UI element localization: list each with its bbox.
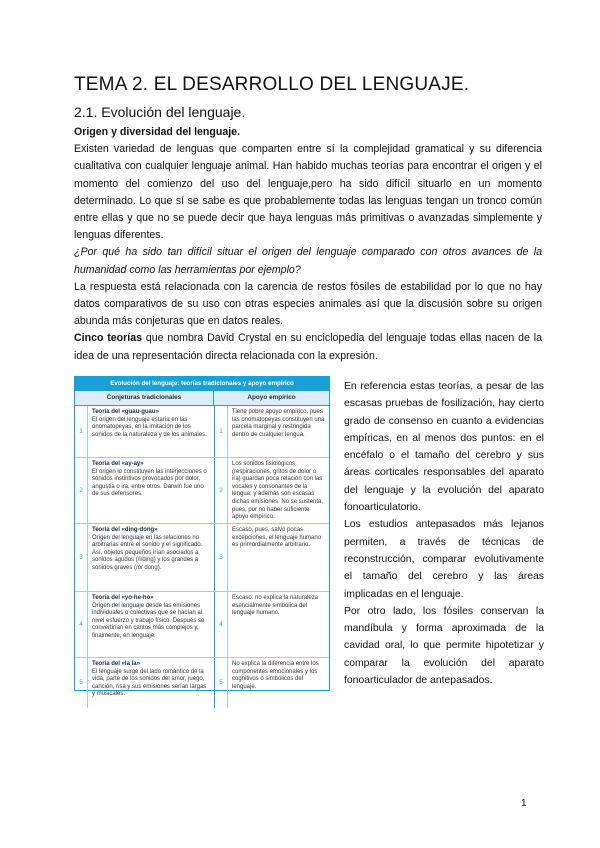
theory-description: Origen del lenguaje desde las emisiones individuales o colectivas que se hacían al nivel esfuerzo y trabajo físico. Después se convertirían en cantos más complejos y, finalmente, en lenguaje.	[92, 602, 205, 639]
theory-cell	[88, 658, 215, 708]
chapter-heading: TEMA 2. EL DESARROLLO DEL LENGUAJE.	[74, 74, 470, 95]
right-paragraph-2: Los estudios antepasados más lejanos permiten, a través de técnicas de reconstrucción, comparar evolutivamente el tamaño del cerebro y las áreas implicadas en el lenguaje.	[344, 519, 544, 600]
cinco-teorias-paragraph	[74, 330, 542, 364]
question-paragraph: ¿Por qué ha sido tan difícil situar el origen del lenguaje comparado con otros avances de la humanidad como las herramientas por ejemplo?	[74, 246, 542, 276]
row-number-support: 2	[215, 458, 228, 523]
theory-name: Teoría del «la la»	[92, 661, 140, 667]
theory-cell	[88, 524, 215, 591]
support-cell	[228, 592, 329, 657]
row-number: 3	[75, 524, 88, 591]
table-row	[75, 458, 329, 524]
right-paragraph-3: Por otro lado, los fósiles conservan la mandíbula y forma aproximada de la cavidad oral, lo que permite hipotetizar y comparar la evolución del aparato fonoarticulador de antepasados.	[344, 605, 544, 687]
table-title: Evolución del lenguaje: teorías tradicionales y apoyo empírico	[75, 377, 329, 391]
page-number: 1	[521, 798, 527, 809]
theory-name: Teoría del «ay-ay»	[92, 461, 144, 467]
theory-cell	[88, 592, 215, 657]
main-body-text	[74, 124, 542, 365]
theory-cell	[88, 406, 215, 457]
table-row	[75, 658, 329, 708]
row-number-support: 3	[215, 524, 228, 591]
right-column-text	[344, 378, 544, 689]
answer-paragraph: La respuesta está relacionada con la carencia de restos fósiles de estabilidad por lo que no hay datos comparativos de su uso con otras especies animales así que la discusión sobre su origen abunda más conjeturas que en datos reales.	[74, 280, 542, 328]
theory-name: Teoría del «yo-he-ho»	[92, 595, 154, 601]
table-header-conjeturas: Conjeturas tradicionales	[75, 391, 214, 405]
theory-description: Origen del lenguaje en las relaciones no arbitrarias entre el sonido y el significado. Así, objetos pequeños irían asociados a sonidos agudos (/i/ding) y los grandes a sonidos graves (/o/ dong).	[92, 534, 203, 571]
cinco-teorias-label: Cinco teorías	[74, 332, 143, 345]
paragraph-intro: Existen variedad de lenguas que comparten entre sí la complejidad gramatical y su diferencia cualitativa con cualquier lenguaje animal. Han habido muchas teorías para encontrar el origen y el momento del comienzo del uso del lenguaje,pero ha sido difícil situarlo en un momento determinado. Lo que sí se sabe es que probablemente todas las lenguas tengan un tronco común entre ellas y que no se puede decir que haya lenguas más primitivas o avanzadas simplemente y lenguas diferentes.	[74, 143, 542, 242]
row-number-support: 4	[215, 592, 228, 657]
table-header-apoyo: Apoyo empírico	[247, 394, 296, 401]
support-cell	[228, 658, 329, 708]
theory-description: El lenguaje surge del lado romántico de la vida, parte de los sonidos del amor, juego, canción, risa y sus emisiones serían largas y musicales.	[92, 668, 207, 698]
theory-cell	[88, 458, 215, 523]
support-text: No explica la diferencia entre los componentes emocionales y los cognitivos o simbólicos del lenguaje.	[232, 661, 319, 690]
theory-description: El origen del lenguaje estaría en las onomatopeyas, en la imitación de los sonidos de la naturaleza y de los animales.	[92, 416, 207, 438]
section-heading: 2.1. Evolución del lenguaje.	[74, 104, 246, 120]
support-text: Tiene pobre apoyo empírico, pues las onomatopeyas constituyen una parcela marginal y restringida dentro de cualquier lengua.	[232, 409, 325, 438]
right-paragraph-1: En referencia estas teorías, a pesar de las escasas pruebas de fosilización, hay cierto grado de consenso en cuanto a evidencias empíricas, en al menos dos puntos: en el encéfalo o el tamaño del cerebro y sus áreas corticales responsables del aparato del lenguaje y la evolución del aparato fonoarticulatorio.	[344, 381, 544, 514]
table-row	[75, 524, 329, 592]
support-cell	[228, 524, 329, 591]
row-number-support: 1	[215, 406, 228, 457]
theories-table-figure	[74, 376, 330, 698]
support-cell	[228, 458, 329, 523]
theory-name: Teoría del «guau-guau»	[92, 409, 159, 415]
row-number: 5	[75, 658, 88, 708]
support-text: Escaso: no explica la naturaleza esencialmente simbólica del lenguaje humano.	[232, 595, 319, 617]
support-text: Escaso, pues, salvo pocas excepciones, el lenguaje humano es primordialmente arbitrario.	[232, 527, 322, 549]
table-row	[75, 406, 329, 458]
row-number-support: 5	[215, 658, 228, 708]
subheading-origen: Origen y diversidad del lenguaje.	[74, 126, 241, 138]
cinco-teorias-text: que nombra David Crystal en su enciclopedia del lenguaje todas ellas nacen de la idea de una representación directa relacionada con la expresión.	[74, 332, 542, 362]
support-text: Los sonidos fisiológicos (respiraciones, gritos de dolor o ira) guardan poca relación con las vocales y consonantes de la lengua; y además son escasas dichas emisiones. No se sustenta, pues, por no haber suficiente apoyo empírico.	[232, 461, 324, 521]
theory-name: Teoría del «ding-dong»	[92, 527, 158, 533]
row-number: 4	[75, 592, 88, 657]
support-cell	[228, 406, 329, 457]
row-number: 1	[75, 406, 88, 457]
table-row	[75, 592, 329, 658]
table-header-row	[75, 391, 329, 406]
row-number: 2	[75, 458, 88, 523]
theory-description: El origen lo constituyen las interjecciones o sonidos instintivos provocados por dolor, angustia o ira, entre otros. Darwin fue uno de sus defensores.	[92, 468, 207, 498]
